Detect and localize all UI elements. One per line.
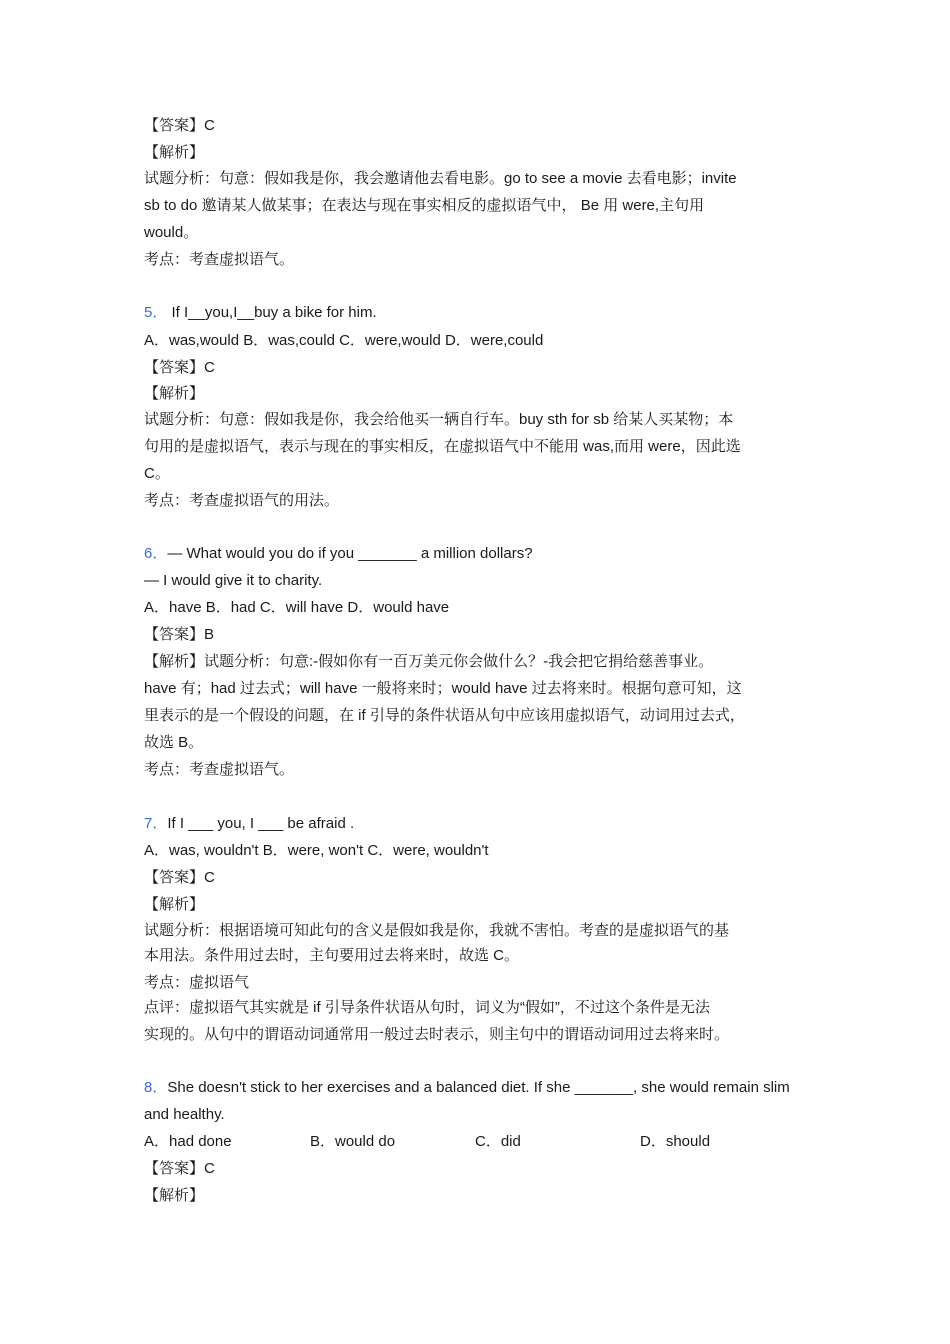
question-number: 7．: [144, 815, 168, 832]
analysis-text: 试题分析：句意：假如我是你，我会给他买一辆自行车。buy sth for sb 给某人买某物；本: [144, 411, 734, 428]
question-stem: If I__you,I__buy a bike for him.: [167, 304, 377, 321]
analysis-text: 里表示的是一个假设的问题，在 if 引导的条件状语从句中应该用虚拟语气，动词用过去式，: [144, 707, 745, 724]
answer-line: 【答案】C: [144, 359, 215, 376]
answer-line: 【答案】C: [144, 869, 215, 886]
question-stem: — What would you do if you _______ a million dollars?: [167, 545, 533, 562]
answer-line: 【答案】C: [144, 1160, 215, 1177]
analysis-text: 试题分析：句意：假如我是你，我会邀请他去看电影。go to see a movie 去看电影；invite: [144, 170, 737, 187]
option-a: A．had done: [144, 1133, 232, 1150]
question-number: 5．: [144, 304, 168, 321]
option-b: B．would do: [310, 1133, 396, 1150]
analysis-label: 【解析】: [144, 385, 205, 402]
exam-point: 考点：考查虚拟语气。: [144, 761, 295, 778]
analysis-text: have 有；had 过去式；will have 一般将来时；would have 过去将来时。根据句意可知，这: [144, 680, 742, 697]
exam-point: 考点：考查虚拟语气的用法。: [144, 492, 340, 509]
question-options: A．have B．had C．will have D．would have: [144, 599, 450, 616]
question-stem-continued: and healthy.: [144, 1106, 225, 1123]
analysis-label: 【解析】: [144, 144, 205, 161]
question-options: A．was,would B．was,could C．were,would D．were,could: [144, 332, 544, 349]
exam-point: 考点：虚拟语气: [144, 974, 250, 991]
exam-point: 考点：考查虚拟语气。: [144, 251, 295, 268]
analysis-text: 试题分析：根据语境可知此句的含义是假如我是你，我就不害怕。考查的是虚拟语气的基: [144, 922, 730, 939]
question-options: A．was, wouldn't B．were, won't C．were, wouldn't: [144, 842, 489, 859]
analysis-text: 本用法。条件用过去时，主句要用过去将来时，故选 C。: [144, 947, 520, 964]
analysis-label: 【解析】: [144, 896, 205, 913]
question-5: [144, 303, 377, 323]
question-number: 6．: [144, 545, 168, 562]
comment-text: 实现的。从句中的谓语动词通常用一般过去时表示，则主句中的谓语动词用过去将来时。: [144, 1026, 730, 1043]
answer-line: 【答案】B: [144, 626, 215, 643]
option-d: D．should: [640, 1133, 711, 1150]
question-6: [144, 544, 533, 564]
analysis-text: 【解析】试题分析：句意:-假如你有一百万美元你会做什么？-我会把它捐给慈善事业。: [144, 653, 714, 670]
analysis-text: would。: [144, 224, 199, 241]
analysis-text: C。: [144, 465, 170, 482]
question-stem: She doesn't stick to her exercises and a balanced diet. If she _______, she would remain slim: [167, 1079, 790, 1096]
question-number: 8．: [144, 1079, 168, 1096]
analysis-label: 【解析】: [144, 1187, 205, 1204]
analysis-text: sb to do 邀请某人做某事；在表达与现在事实相反的虚拟语气中， Be 用 were,主句用: [144, 197, 705, 214]
comment-text: 点评：虚拟语气其实就是 if 引导条件状语从句时，词义为“假如”，不过这个条件是无法: [144, 999, 710, 1016]
analysis-text: 故选 B。: [144, 734, 204, 751]
question-8: [144, 1078, 790, 1098]
option-c: C．did: [475, 1133, 521, 1150]
question-7: [144, 814, 354, 834]
analysis-text: 句用的是虚拟语气，表示与现在的事实相反，在虚拟语气中不能用 was,而用 were，因此选: [144, 438, 741, 455]
question-stem-continued: — I would give it to charity.: [144, 572, 323, 589]
answer-line: 【答案】C: [144, 117, 215, 134]
question-stem: If I ___ you, I ___ be afraid .: [167, 815, 355, 832]
